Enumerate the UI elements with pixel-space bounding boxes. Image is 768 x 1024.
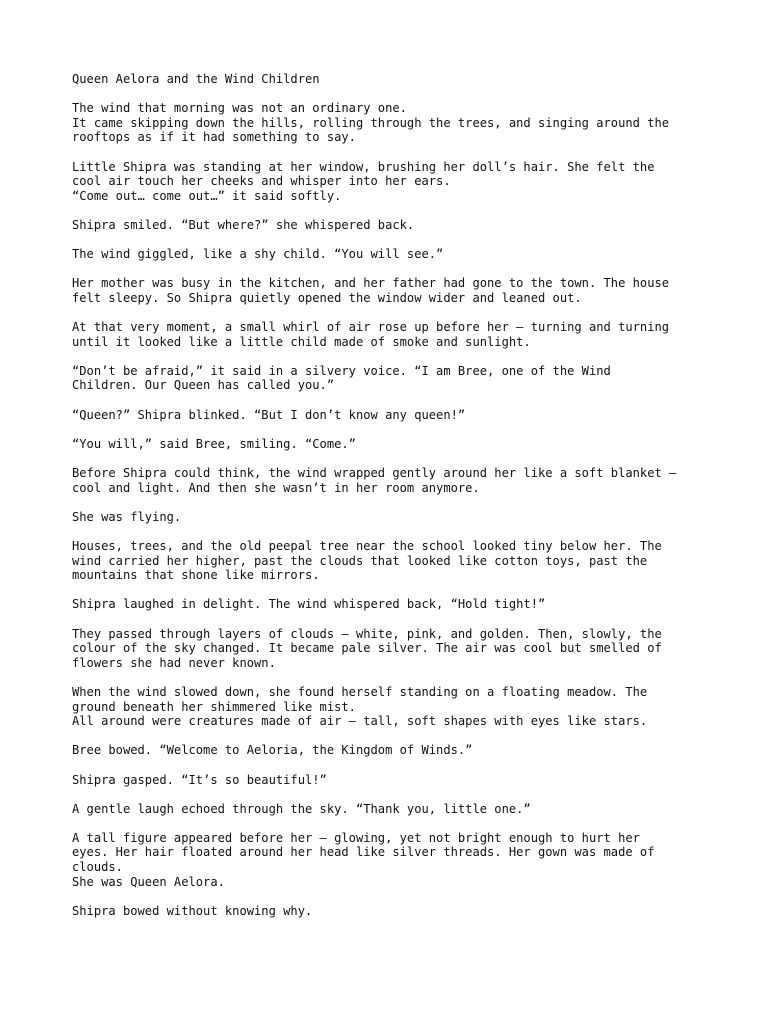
text-line: colour of the sky changed. It became pale silver. The air was cool but smelled of (72, 641, 662, 656)
document-page (72, 72, 712, 933)
text-line: Little Shipra was standing at her window, brushing her doll’s hair. She felt the (72, 159, 655, 174)
text-line: When the wind slowed down, she found herself standing on a floating meadow. The (72, 684, 648, 699)
text-line: “You will,” said Bree, smiling. “Come.” (72, 436, 356, 451)
text-line: The wind giggled, like a shy child. “You will see.” (72, 247, 444, 262)
paragraph (72, 218, 712, 233)
paragraph (72, 364, 712, 393)
text-line: Shipra bowed without knowing why. (72, 903, 313, 918)
text-line: Bree bowed. “Welcome to Aeloria, the Kingdom of Winds.” (72, 743, 473, 758)
paragraph (72, 539, 712, 583)
paragraph (72, 466, 712, 495)
paragraph (72, 802, 712, 817)
document-title: Queen Aelora and the Wind Children (72, 72, 320, 86)
paragraph (72, 597, 712, 612)
text-line: A gentle laugh echoed through the sky. “Thank you, little one.” (72, 801, 531, 816)
paragraph (72, 831, 712, 889)
paragraph (72, 510, 712, 525)
text-line: ground beneath her shimmered like mist. (72, 699, 356, 714)
text-line: They passed through layers of clouds — white, pink, and golden. Then, slowly, the (72, 626, 662, 641)
paragraph (72, 685, 712, 729)
paragraph (72, 276, 712, 305)
text-line: She was Queen Aelora. (72, 874, 225, 889)
text-line: cool and light. And then she wasn’t in her room anymore. (72, 480, 480, 495)
text-line: Shipra smiled. “But where?” she whispered back. (72, 217, 415, 232)
text-line: flowers she had never known. (72, 655, 276, 670)
paragraph (72, 627, 712, 671)
text-line: Her mother was busy in the kitchen, and her father had gone to the town. The house (72, 276, 670, 291)
text-line: Shipra gasped. “It’s so beautiful!” (72, 772, 327, 787)
text-line: Before Shipra could think, the wind wrapped gently around her like a soft blanket — (72, 466, 677, 481)
text-line: “Don’t be afraid,” it said in a silvery voice. “I am Bree, one of the Wind (72, 363, 611, 378)
text-line: “Queen?” Shipra blinked. “But I don’t know any queen!” (72, 407, 466, 422)
text-line: rooftops as if it had something to say. (72, 130, 356, 145)
paragraph (72, 437, 712, 452)
text-line: The wind that morning was not an ordinary one. (72, 101, 407, 116)
text-line: felt sleepy. So Shipra quietly opened the window wider and leaned out. (72, 290, 582, 305)
paragraph (72, 773, 712, 788)
paragraph (72, 160, 712, 204)
text-line: mountains that shone like mirrors. (72, 568, 320, 583)
text-line: Children. Our Queen has called you.” (72, 378, 335, 393)
text-line: At that very moment, a small whirl of air rose up before her — turning and turning (72, 320, 670, 335)
text-line: wind carried her higher, past the clouds that looked like cotton toys, past the (72, 553, 648, 568)
document-body (72, 101, 712, 918)
paragraph (72, 408, 712, 423)
text-line: Houses, trees, and the old peepal tree near the school looked tiny below her. The (72, 539, 662, 553)
text-line: eyes. Her hair floated around her head like silver threads. Her gown was made of (72, 845, 655, 860)
text-line: cool air touch her cheeks and whisper into her ears. (72, 174, 451, 189)
text-line: A tall figure appeared before her — glowing, yet not bright enough to hurt her (72, 830, 640, 845)
text-line: All around were creatures made of air — tall, soft shapes with eyes like stars. (72, 714, 648, 729)
paragraph (72, 101, 712, 145)
paragraph (72, 320, 712, 349)
text-line: Shipra laughed in delight. The wind whispered back, “Hold tight!” (72, 597, 546, 612)
text-line: It came skipping down the hills, rolling through the trees, and singing around the (72, 115, 670, 130)
text-line: “Come out… come out…” it said softly. (72, 188, 342, 203)
text-line: She was flying. (72, 509, 182, 524)
text-line: until it looked like a little child made of smoke and sunlight. (72, 334, 531, 349)
paragraph (72, 247, 712, 262)
paragraph (72, 904, 712, 919)
text-line: clouds. (72, 860, 123, 875)
paragraph (72, 743, 712, 758)
